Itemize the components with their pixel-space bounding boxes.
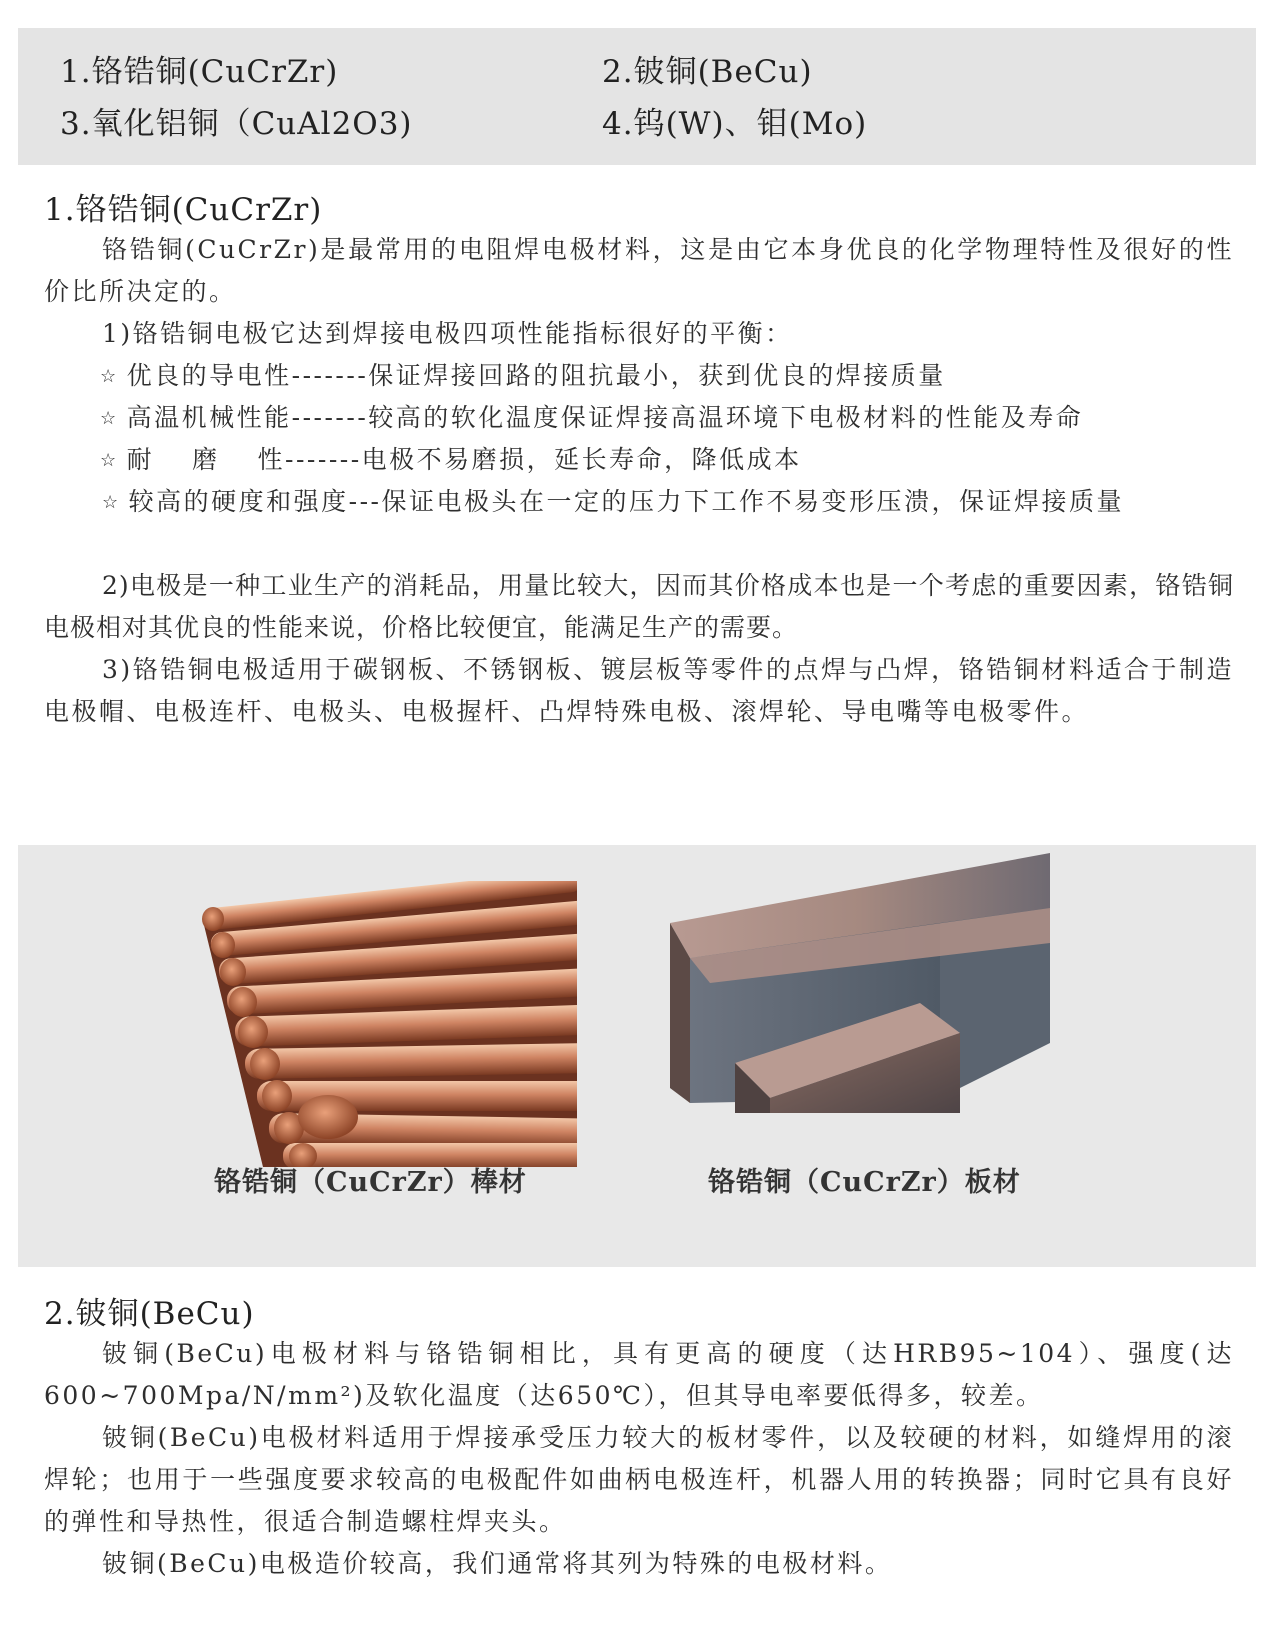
star-icon: ☆ [102,492,121,513]
star-item-high-temp [100,397,1083,440]
cucrzr-rod-photo [173,881,577,1167]
section1-point2: 2)电极是一种工业生产的消耗品，用量比较大，因而其价格成本也是一个考虑的重要因素，铬锆铜电极相对其优良的性能来说，价格比较便宜，能满足生产的需要。 [44,571,1234,642]
toc-item-becu: 2.铍铜(BeCu) [602,54,813,90]
star-text: 较高的硬度和强度---保证电极头在一定的压力下工作不易变形压溃，保证焊接质量 [128,487,1124,516]
section1-point3: 3)铬锆铜电极适用于碳钢板、不锈钢板、镀层板等零件的点焊与凸焊，铬锆铜材料适合于制造电极帽、电极连杆、电极头、电极握杆、凸焊特殊电极、滚焊轮、导电嘴等电极零件。 [44,655,1234,726]
caption-rod: 铬锆铜（CuCrZr）棒材 [214,1167,527,1198]
star-item-hardness [44,481,1234,524]
section2-p3: 铍铜(BeCu)电极造价较高，我们通常将其列为特殊的电极材料。 [102,1549,893,1578]
toc-item-cucrzr: 1.铬锆铜(CuCrZr) [60,54,339,90]
section1-point1: 1)铬锆铜电极它达到焊接电极四项性能指标很好的平衡： [102,319,793,348]
section1-intro: 铬锆铜(CuCrZr)是最常用的电阻焊电极材料，这是由它本身优良的化学物理特性及很好的性价比所决定的。 [44,235,1234,306]
caption-plate: 铬锆铜（CuCrZr）板材 [708,1167,1021,1198]
star-icon: ☆ [100,408,119,429]
star-text: 耐 磨 性-------电极不易磨损，延长寿命，降低成本 [126,445,802,474]
section2-p1: 铍铜(BeCu)电极材料与铬锆铜相比，具有更高的硬度（达HRB95~104）、强度(达600~700Mpa/N/mm²)及软化温度（达650℃），但其导电率要低得多，较差。 [44,1339,1234,1410]
star-item-wear [100,439,802,482]
toc-box [18,28,1256,165]
section1-heading: 1.铬锆铜(CuCrZr) [44,192,323,228]
cucrzr-plate-photo [670,853,1052,1113]
star-text: 高温机械性能-------较高的软化温度保证焊接高温环境下电极材料的性能及寿命 [126,403,1084,432]
star-icon: ☆ [100,366,119,387]
toc-item-w-mo: 4.钨(W)、钼(Mo) [602,106,868,142]
section2-heading: 2.铍铜(BeCu) [44,1296,255,1332]
star-icon: ☆ [100,450,119,471]
star-item-conductivity [100,355,946,398]
section2-p2: 铍铜(BeCu)电极材料适用于焊接承受压力较大的板材零件，以及较硬的材料，如缝焊用的滚焊轮；也用于一些强度要求较高的电极配件如曲柄电极连杆，机器人用的转换器；同时它具有良好的弹性和导热性，很适合制造螺柱焊夹头。 [44,1423,1234,1536]
photo-gallery [18,845,1256,1267]
toc-item-cual2o3: 3.氧化铝铜（CuAl2O3) [60,106,413,142]
star-text: 优良的导电性-------保证焊接回路的阻抗最小，获到优良的焊接质量 [126,361,946,390]
